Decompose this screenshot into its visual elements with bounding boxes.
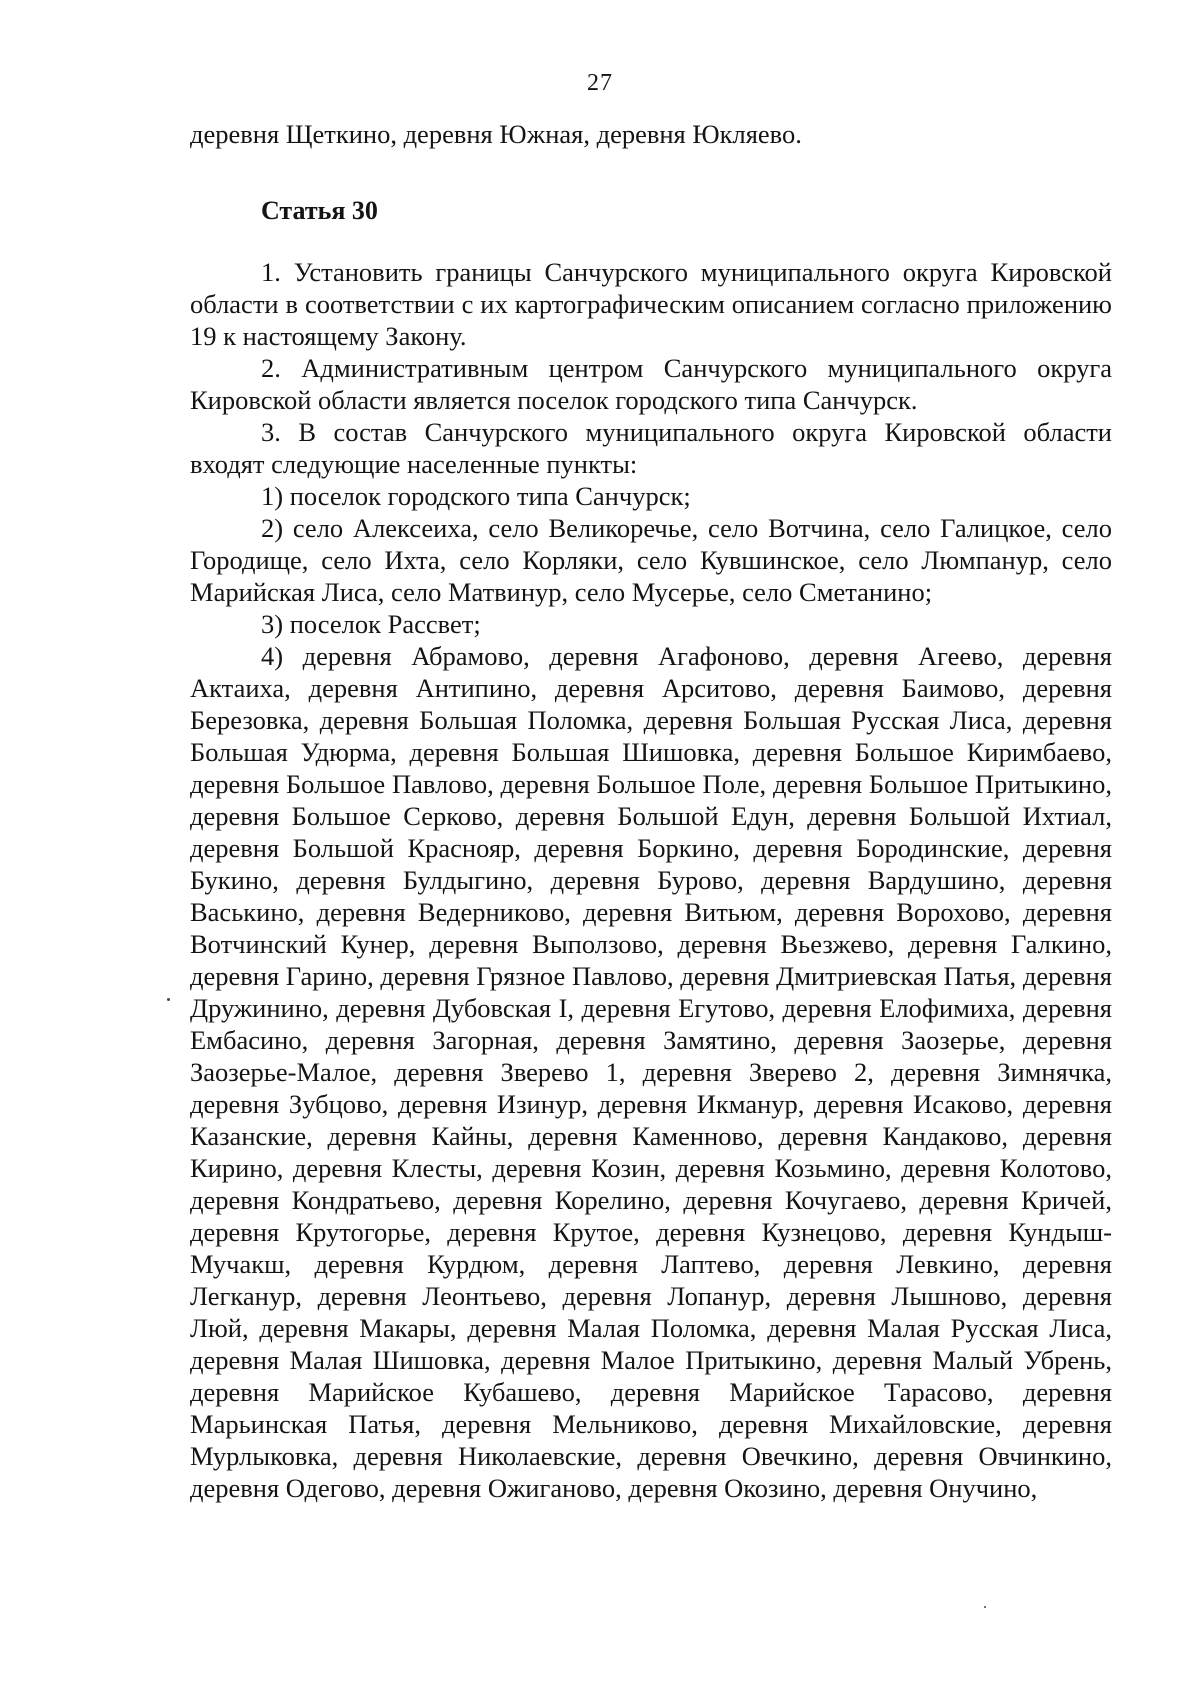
continuation-block — [190, 118, 1112, 150]
continuation-text: деревня Щеткино, деревня Южная, деревня Юкляево. — [190, 119, 802, 149]
scan-speck — [984, 1606, 986, 1608]
list-item-poselok: 3) поселок Рассвет; — [261, 609, 481, 639]
list-item-villages-derevnya: 4) деревня Абрамово, деревня Агафоново, деревня Агеево, деревня Актаиха, деревня Антипино, деревня Арситово, деревня Баимово, деревня Березовка, деревня Большая Поломка, деревня Большая Русская Лиса, деревня Большая Удюрма, деревня Большая Шишовка, деревня Большое Киримбаево, деревня Большое Павлово, деревня Большое Поле, деревня Большое Притыкино, деревня Большое Серково, деревня Большой Едун, деревня Большой Ихтиал, деревня Большой Краснояр, деревня Боркино, деревня Бородинские, деревня Букино, деревня Булдыгино, деревня Бурово, деревня Вардушино, деревня Васькино, деревня Ведерниково, деревня Витьюм, деревня Ворохово, деревня Вотчинский Кунер, деревня Выползово, деревня Вьезжево, деревня Галкино, деревня Гарино, деревня Грязное Павлово, деревня Дмитриевская Патья, деревня Дружинино, деревня Дубовская I, деревня Егутово, деревня Елофимиха, деревня Ембасино, деревня Загорная, деревня Замятино, деревня Заозерье, деревня Заозерье-Малое, деревня Зверево 1, деревня Зверево 2, деревня Зимнячка, деревня Зубцово, деревня Изинур, деревня Икманур, деревня Исаково, деревня Казанские, деревня Кайны, деревня Каменново, деревня Кандаково, деревня Кирино, деревня Клесты, деревня Козин, деревня Козьмино, деревня Колотово, деревня Кондратьево, деревня Корелино, деревня Кочугаево, деревня Кричей, деревня Крутогорье, деревня Крутое, деревня Кузнецово, деревня Кундыш-Мучакш, деревня Курдюм, деревня Лаптево, деревня Левкино, деревня Легканур, деревня Леонтьево, деревня Лопанур, деревня Лышново, деревня Люй, деревня Макары, деревня Малая Поломка, деревня Малая Русская Лиса, деревня Малая Шишовка, деревня Малое Притыкино, деревня Малый Убрень, деревня Марийское Кубашево, деревня Марийское Тарасово, деревня Марьинская Патья, деревня Мельниково, деревня Михайловские, деревня Мурлыковка, деревня Николаевские, деревня Овечкино, деревня Овчинкино, деревня Одегово, деревня Ожиганово, деревня Окозино, деревня Онучино, — [190, 641, 1112, 1503]
article-body — [190, 256, 1112, 1504]
paragraph-admin-center: 2. Административным центром Санчурского муниципального округа Кировской области является поселок городского типа Санчурск. — [190, 353, 1112, 415]
paragraph-settlements-intro: 3. В состав Санчурского муниципального округа Кировской области входят следующие населенные пункты: — [190, 417, 1112, 479]
list-item-villages-selo: 2) село Алексеиха, село Великоречье, село Вотчина, село Галицкое, село Городище, село Ихта, село Корляки, село Кувшинское, село Люмпанур, село Марийская Лиса, село Матвинур, село Мусерье, село Сметанино; — [190, 513, 1112, 607]
scan-speck — [167, 998, 170, 1001]
paragraph-boundaries: 1. Установить границы Санчурского муниципального округа Кировской области в соответствии с их картографическим описанием согласно приложению 19 к настоящему Закону. — [190, 257, 1112, 351]
page-number: 27 — [587, 70, 613, 96]
list-item-urban-settlement: 1) поселок городского типа Санчурск; — [261, 481, 691, 511]
article-heading: Статья 30 — [261, 196, 378, 225]
